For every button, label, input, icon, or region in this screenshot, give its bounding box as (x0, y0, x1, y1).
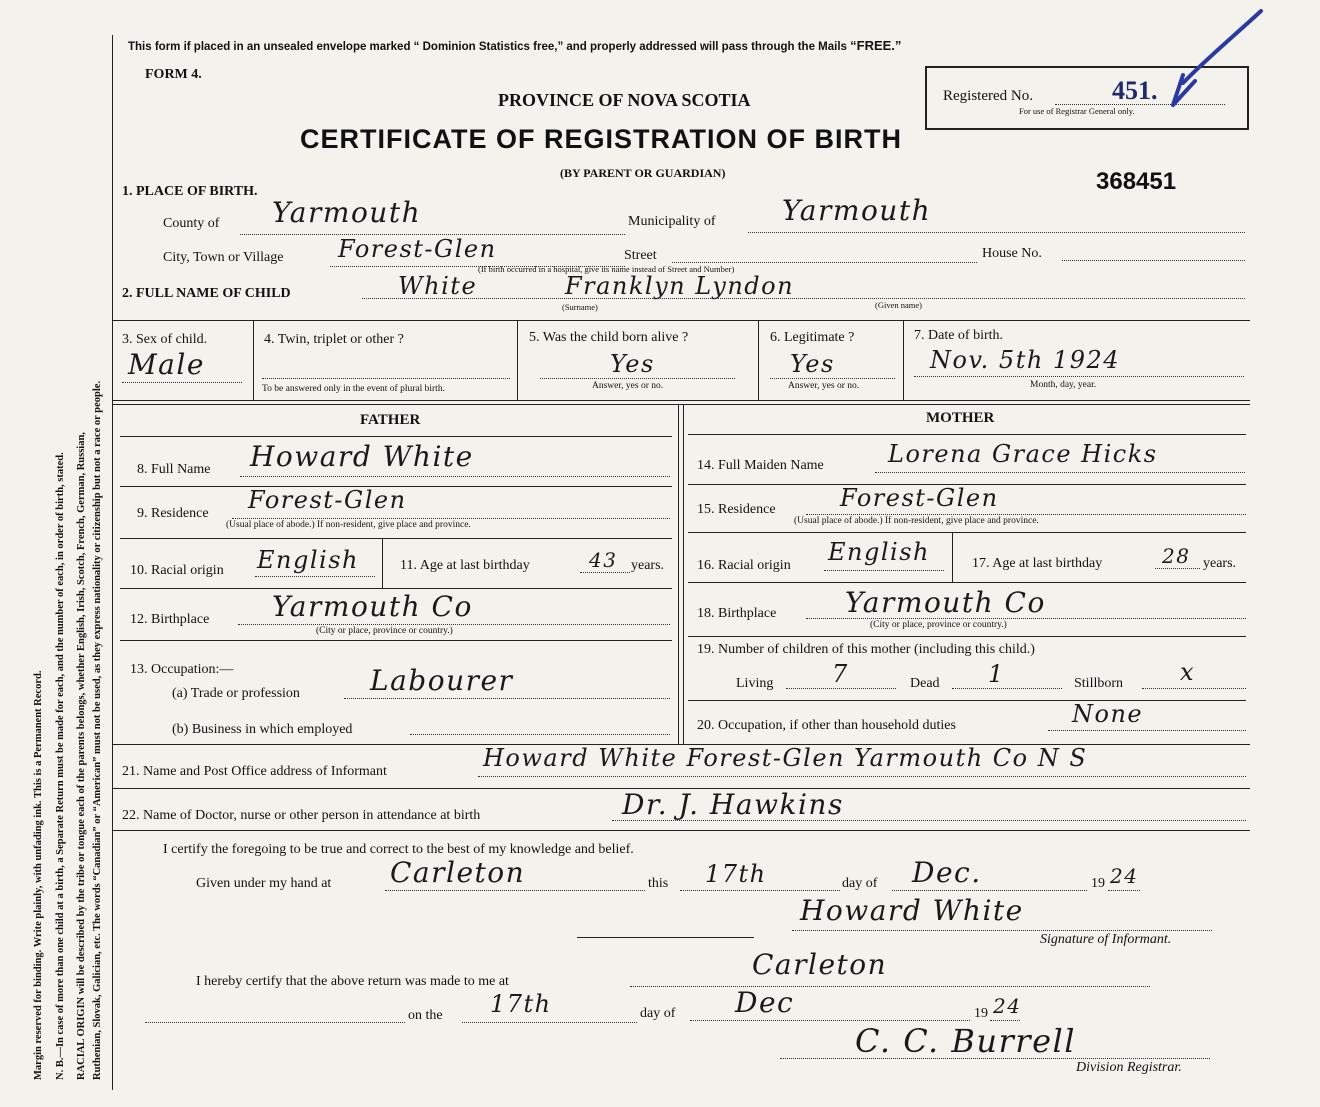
mother-age-label: 17. Age at last birthday (972, 556, 1103, 571)
mother-heading: MOTHER (926, 410, 995, 426)
mother-children-label: 19. Number of children of this mother (including this child.) (697, 642, 1035, 657)
page-subtitle: (BY PARENT OR GUARDIAN) (560, 166, 726, 180)
registrar-certify: I hereby certify that the above return was made to me at (196, 974, 509, 989)
father-trade-value: Labourer (370, 664, 514, 697)
registrar-day-of-label: day of (640, 1006, 676, 1021)
mother-name-value: Lorena Grace Hicks (888, 440, 1158, 468)
father-residence-label: 9. Residence (137, 506, 209, 521)
municipality-label: Municipality of (628, 214, 716, 229)
side-note-1: Margin reserved for binding. Write plainly, with unfading ink. This is a Permanent Record. (33, 670, 44, 1080)
sex-value: Male (128, 348, 205, 381)
child-name-label: 2. FULL NAME OF CHILD (122, 286, 291, 301)
born-alive-value: Yes (610, 350, 655, 378)
twin-note: To be answered only in the event of plural birth. (262, 384, 445, 394)
stillborn-label: Stillborn (1074, 676, 1124, 691)
living-value: 7 (832, 660, 849, 688)
father-birthplace-note: (City or place, province or country.) (316, 626, 453, 636)
mail-notice (128, 38, 901, 53)
mother-birthplace-label: 18. Birthplace (697, 606, 777, 621)
mother-racial-label: 16. Racial origin (697, 558, 791, 573)
registrar-place: Carleton (752, 948, 888, 981)
mother-occupation-value: None (1072, 700, 1144, 728)
day-of-label: day of (842, 876, 878, 891)
sex-label: 3. Sex of child. (122, 332, 208, 347)
page-title: CERTIFICATE OF REGISTRATION OF BIRTH (300, 124, 902, 154)
margin-border (112, 35, 113, 1090)
father-racial-label: 10. Racial origin (130, 563, 224, 578)
given-day: 17th (705, 860, 767, 888)
serial-number: 368451 (1096, 168, 1177, 195)
informant-signature: Howard White (800, 894, 1024, 927)
given-year: 24 (1110, 864, 1139, 888)
given-name-caption: (Given name) (875, 300, 922, 310)
mail-notice-free: “FREE.” (850, 38, 902, 53)
informant-label: 21. Name and Post Office address of Informant (122, 764, 387, 779)
dead-label: Dead (910, 676, 940, 691)
living-label: Living (736, 676, 774, 691)
doctor-label: 22. Name of Doctor, nurse or other person in attendance at birth (122, 808, 481, 823)
this-label: this (648, 876, 669, 891)
father-name-value: Howard White (250, 440, 474, 473)
legitimate-label: 6. Legitimate ? (770, 330, 855, 345)
given-place: Carleton (390, 856, 526, 889)
father-racial-value: English (257, 546, 359, 574)
mother-age-value: 28 (1162, 544, 1191, 568)
dob-label: 7. Date of birth. (914, 328, 1004, 343)
mother-residence-note: (Usual place of abode.) If non-resident, give place and province. (794, 516, 1039, 526)
dob-caption: Month, day, year. (1030, 380, 1097, 390)
given-year-prefix: 19 (1091, 876, 1105, 891)
born-alive-label: 5. Was the child born alive ? (529, 330, 689, 345)
mother-racial-value: English (828, 538, 930, 566)
house-no-label: House No. (982, 246, 1042, 261)
side-note-4: Ruthenian, Slovak, Galician, etc. The words “Canadian” or “American” must not be used, as they express nationality or citizenship but not a race or people. (92, 380, 103, 1080)
father-occupation-label: 13. Occupation:— (130, 662, 234, 677)
side-note-3: RACIAL ORIGIN will be described by the tribe or tongue each of the parents belongs, whether English, Irish, Scotch, French, German, Russian, (76, 432, 87, 1080)
city-value: Forest-Glen (338, 235, 497, 263)
city-label: City, Town or Village (163, 250, 284, 265)
hospital-note: (If birth occurred in a hospital, give its name instead of Street and Number) (478, 264, 735, 274)
father-age-label: 11. Age at last birthday (400, 558, 530, 573)
mother-birthplace-note: (City or place, province or country.) (870, 620, 1007, 630)
form-number: FORM 4. (145, 67, 202, 82)
child-surname: White (398, 272, 478, 300)
blue-check-mark (1165, 5, 1265, 115)
father-heading: FATHER (360, 412, 421, 428)
signature-caption: Signature of Informant. (1040, 932, 1172, 947)
father-age-value: 43 (589, 548, 618, 572)
registrar-caption: Division Registrar. (1076, 1060, 1182, 1075)
stillborn-value: x (1180, 658, 1196, 686)
legitimate-value: Yes (790, 350, 835, 378)
county-label: County of (163, 216, 220, 231)
surname-caption: (Surname) (562, 302, 598, 312)
registered-no-note: For use of Registrar General only. (1019, 106, 1135, 116)
mail-notice-text: This form if placed in an unsealed envelope marked “ Dominion Statistics free,” and properly addressed will pass through the Mails (128, 41, 847, 53)
municipality-value: Yarmouth (782, 194, 932, 227)
registrar-day: 17th (490, 990, 552, 1018)
legitimate-caption: Answer, yes or no. (788, 381, 860, 391)
mother-birthplace-value: Yarmouth Co (845, 586, 1046, 619)
mother-residence-value: Forest-Glen (840, 484, 999, 512)
mother-name-label: 14. Full Maiden Name (697, 458, 824, 473)
father-business-label: (b) Business in which employed (172, 722, 353, 737)
doctor-value: Dr. J. Hawkins (622, 788, 844, 821)
certify-statement: I certify the foregoing to be true and correct to the best of my knowledge and belief. (163, 842, 634, 857)
registrar-month: Dec (735, 986, 795, 1019)
mother-occupation-label: 20. Occupation, if other than household duties (697, 718, 956, 733)
side-note-2: N. B.—In case of more than one child at a birth, a Separate Return must be made for each, and the number of each, in order of birth, stated. (55, 452, 66, 1080)
province-heading: PROVINCE OF NOVA SCOTIA (498, 90, 751, 110)
twin-label: 4. Twin, triplet or other ? (264, 332, 404, 347)
place-of-birth-label: 1. PLACE OF BIRTH. (122, 184, 258, 199)
registered-no-label: Registered No. (943, 88, 1033, 104)
dob-value: Nov. 5th 1924 (930, 346, 1120, 374)
registrar-blank-line (145, 1022, 405, 1023)
registrar-signature: C. C. Burrell (855, 1022, 1076, 1060)
father-birthplace-label: 12. Birthplace (130, 612, 210, 627)
father-residence-value: Forest-Glen (248, 486, 407, 514)
father-birthplace-value: Yarmouth Co (272, 590, 473, 623)
registered-no-value: 451. (1112, 76, 1158, 105)
dead-value: 1 (988, 660, 1005, 688)
given-month: Dec. (912, 856, 982, 889)
county-value: Yarmouth (272, 196, 422, 229)
mother-years: years. (1203, 556, 1237, 571)
on-the-label: on the (408, 1008, 443, 1023)
street-label: Street (624, 248, 657, 263)
father-trade-label: (a) Trade or profession (172, 686, 300, 701)
informant-value: Howard White Forest-Glen Yarmouth Co N S (483, 744, 1088, 772)
registrar-year: 24 (993, 994, 1022, 1018)
child-given-names: Franklyn Lyndon (565, 272, 795, 300)
father-years: years. (631, 558, 665, 573)
father-name-label: 8. Full Name (137, 462, 211, 477)
given-label: Given under my hand at (196, 876, 332, 891)
registrar-year-prefix: 19 (974, 1006, 988, 1021)
born-alive-caption: Answer, yes or no. (592, 381, 664, 391)
mother-residence-label: 15. Residence (697, 502, 776, 517)
father-residence-note: (Usual place of abode.) If non-resident, give place and province. (226, 520, 471, 530)
